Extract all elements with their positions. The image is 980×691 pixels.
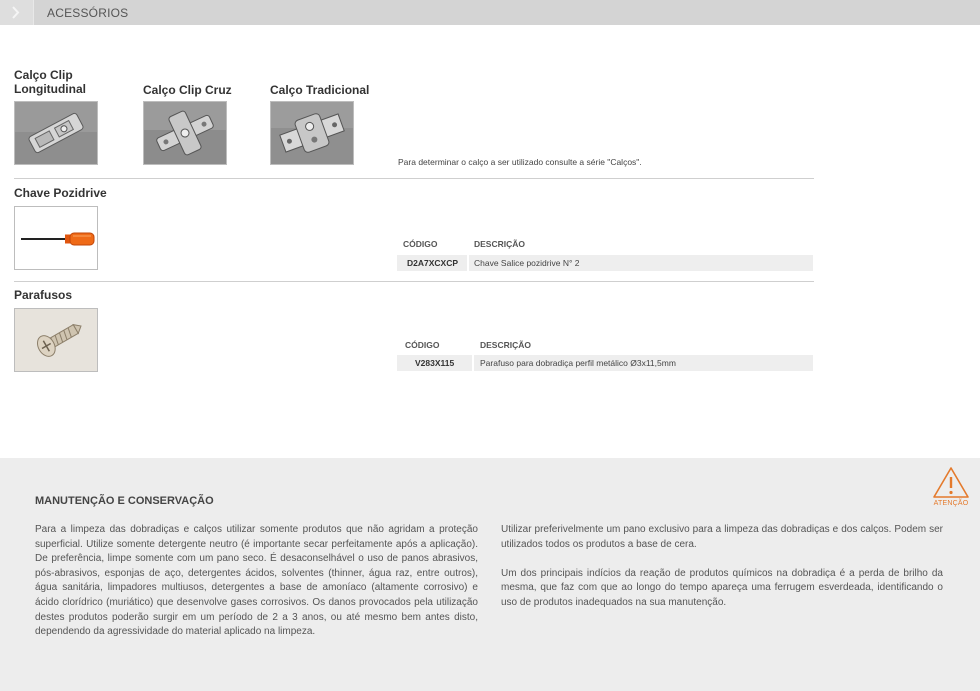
maintenance-section [0,458,980,691]
chave-table [397,236,813,272]
row-code: V283X115 [415,358,455,368]
product-title-calco-clip-longitudinal: Calço Clip Longitudinal [14,68,86,96]
warning-icon [928,464,974,500]
product-image-calco-clip-cruz [143,101,227,165]
table-row [397,355,813,371]
cell-separator [472,355,474,371]
header-arrow-button[interactable] [0,0,34,25]
column-header-description: DESCRIÇÃO [474,239,526,249]
product-title-calco-tradicional: Calço Tradicional [270,83,370,97]
product-image-chave-pozidrive [14,206,98,270]
cell-separator [467,255,469,271]
section-title: ACESSÓRIOS [47,6,129,20]
column-header-description: DESCRIÇÃO [480,340,532,350]
row-description: Chave Salice pozidrive N° 2 [474,258,580,268]
parafusos-table [397,337,813,373]
maintenance-left-paragraph: Para a limpeza das dobradiças e calços utilizar somente produtos que não agridam a proteção superficial. Utilize somente detergente neutro (é importante secar perfeitamente após a aplicação). De preferência, limpe somente com um pano seco. É desaconselhável o uso de panos abrasivos, pós-abrasivos, esponjas de aço, detergentes ácidos, solventes (thinner, água raz, entre outros), água sanitária, limpadores multiusos, detergentes a base de amoníaco (altamente corrosivo) e ácido clorídrico (muriático) que desenvolve gases corrosivos. Os danos provocados pela utilização destes produtos poderão surgir em um período de 2 a 3 anos, ou até mesmo bem antes disto, dependendo da agressividade do material aplicado na limpeza. [35,524,478,638]
product-image-calco-tradicional [270,101,354,165]
table-row [397,255,813,271]
section-divider [14,281,814,282]
warning-badge [928,464,974,512]
product-image-parafusos [14,308,98,372]
row-code: D2A7XCXCP [407,258,459,268]
section-header [0,0,980,25]
section-divider [14,178,814,179]
calcos-note: Para determinar o calço a ser utilizado consulte a série "Calços". [398,157,642,167]
product-title-chave-pozidrive: Chave Pozidrive [14,186,107,200]
column-header-code: CÓDIGO [403,239,438,249]
warning-label: ATENÇÃO [933,500,969,507]
product-title-calco-clip-cruz: Calço Clip Cruz [143,83,232,97]
maintenance-right-column [501,523,943,625]
maintenance-right-paragraph-1: Utilizar preferivelmente um pano exclusivo para a limpeza das dobradiças e dos calços. Podem ser utilizados todos os produtos a base de cera. [501,524,943,550]
row-description: Parafuso para dobradiça perfil metálico Ø3x11,5mm [480,358,676,368]
product-image-calco-clip-longitudinal [14,101,98,165]
maintenance-left-column [35,523,478,654]
maintenance-right-paragraph-2: Um dos principais indícios da reação de produtos químicos na dobradiça é a perda de brilho da mesma, que faz com que ao longo do tempo apareça uma ferrugem esverdeada, identificando o uso de produtos inadequados na sua manutenção. [501,567,943,608]
chevron-right-icon [11,6,21,19]
product-title-parafusos: Parafusos [14,288,73,302]
column-header-code: CÓDIGO [405,340,440,350]
maintenance-title: MANUTENÇÃO E CONSERVAÇÃO [35,495,214,507]
